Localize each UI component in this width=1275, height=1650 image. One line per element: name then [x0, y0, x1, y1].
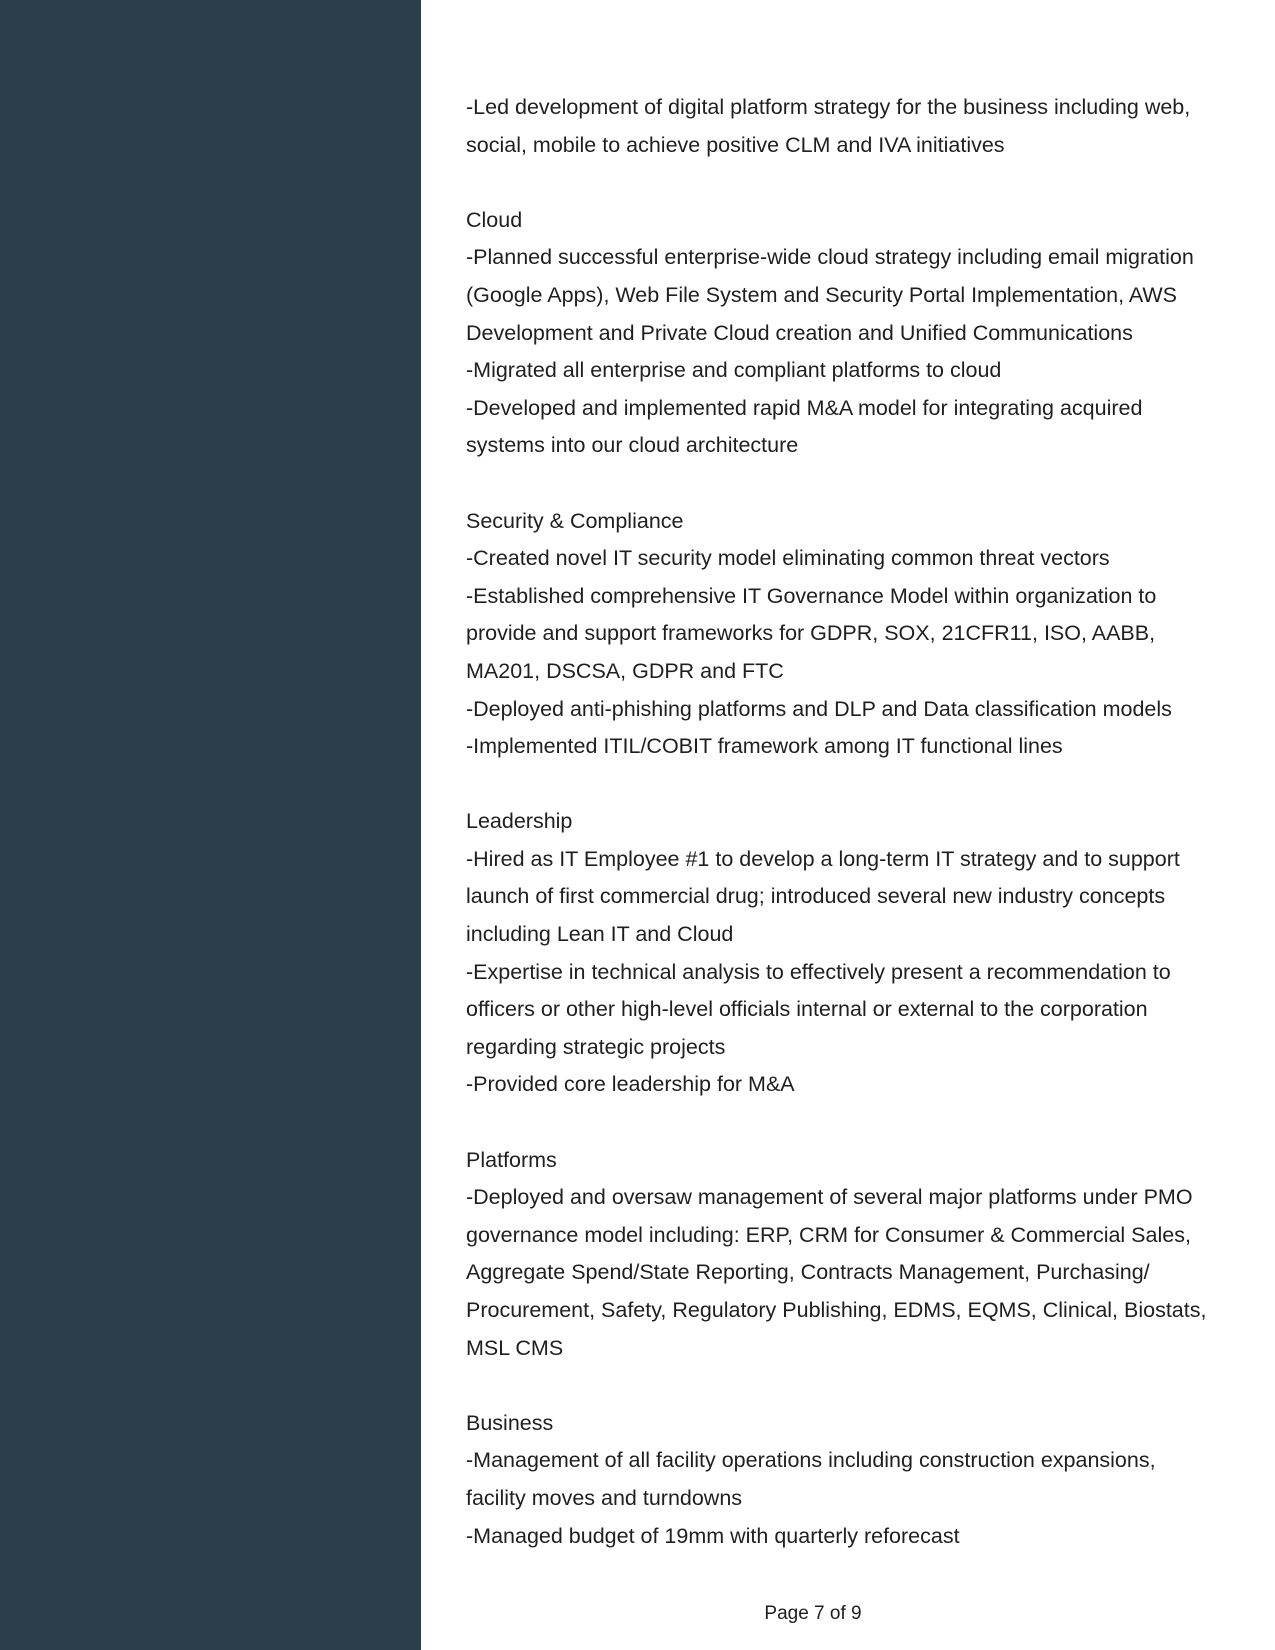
- section-heading: Security & Compliance: [466, 508, 684, 533]
- page-footer: [421, 1603, 1275, 1625]
- body-line: governance model including: ERP, CRM for Consumer & Commercial Sales,: [466, 1222, 1191, 1247]
- section-heading: Platforms: [466, 1147, 557, 1172]
- section-leadership: [466, 803, 1226, 1104]
- section-heading: Business: [466, 1410, 554, 1435]
- body-line: -Implemented ITIL/COBIT framework among IT functional lines: [466, 734, 1063, 759]
- body-line: social, mobile to achieve positive CLM and IVA initiatives: [466, 132, 1005, 157]
- body-line: launch of first commercial drug; introduced several new industry concepts: [466, 884, 1166, 909]
- body-line: -Led development of digital platform strategy for the business including web,: [466, 95, 1191, 119]
- page-number: Page 7 of 9: [764, 1603, 862, 1624]
- body-line: -Planned successful enterprise-wide cloud strategy including email migration: [466, 245, 1194, 270]
- body-line: provide and support frameworks for GDPR, SOX, 21CFR11, ISO, AABB,: [466, 621, 1156, 646]
- body-line: Procurement, Safety, Regulatory Publishing, EDMS, EQMS, Clinical, Biostats,: [466, 1298, 1207, 1322]
- body-line: (Google Apps), Web File System and Security Portal Implementation, AWS: [466, 282, 1178, 307]
- body-line: facility moves and turndowns: [466, 1485, 743, 1510]
- section-cloud: [466, 202, 1226, 465]
- body-line: -Developed and implemented rapid M&A model for integrating acquired: [466, 395, 1143, 420]
- document-body: [466, 89, 1226, 1593]
- section-platforms: [466, 1142, 1226, 1368]
- body-line: MA201, DSCSA, GDPR and FTC: [466, 658, 784, 683]
- body-line: -Management of all facility operations including construction expansions,: [466, 1448, 1156, 1473]
- body-line: -Deployed anti-phishing platforms and DLP and Data classification models: [466, 696, 1172, 721]
- sidebar-panel: [0, 0, 421, 1650]
- body-line: -Migrated all enterprise and compliant platforms to cloud: [466, 358, 1002, 383]
- body-line: officers or other high-level officials internal or external to the corporation: [466, 997, 1148, 1022]
- body-line: MSL CMS: [466, 1335, 564, 1360]
- body-line: Development and Private Cloud creation and Unified Communications: [466, 320, 1133, 345]
- body-line: regarding strategic projects: [466, 1034, 726, 1059]
- body-line: -Managed budget of 19mm with quarterly reforecast: [466, 1523, 960, 1548]
- body-line: Aggregate Spend/State Reporting, Contracts Management, Purchasing/: [466, 1260, 1150, 1285]
- body-line: -Established comprehensive IT Governance Model within organization to: [466, 583, 1157, 608]
- body-line: -Hired as IT Employee #1 to develop a long-term IT strategy and to support: [466, 846, 1180, 871]
- section-heading: Cloud: [466, 207, 523, 232]
- body-line: -Provided core leadership for M&A: [466, 1072, 795, 1097]
- body-line: -Expertise in technical analysis to effectively present a recommendation to: [466, 959, 1171, 984]
- body-line: -Created novel IT security model eliminating common threat vectors: [466, 546, 1110, 571]
- body-line: including Lean IT and Cloud: [466, 922, 734, 947]
- body-line: systems into our cloud architecture: [466, 433, 799, 458]
- body-line: -Deployed and oversaw management of several major platforms under PMO: [466, 1185, 1193, 1210]
- section-intro: [466, 89, 1226, 164]
- section-heading: Leadership: [466, 809, 573, 834]
- section-security-compliance: [466, 503, 1226, 766]
- section-business: [466, 1405, 1226, 1555]
